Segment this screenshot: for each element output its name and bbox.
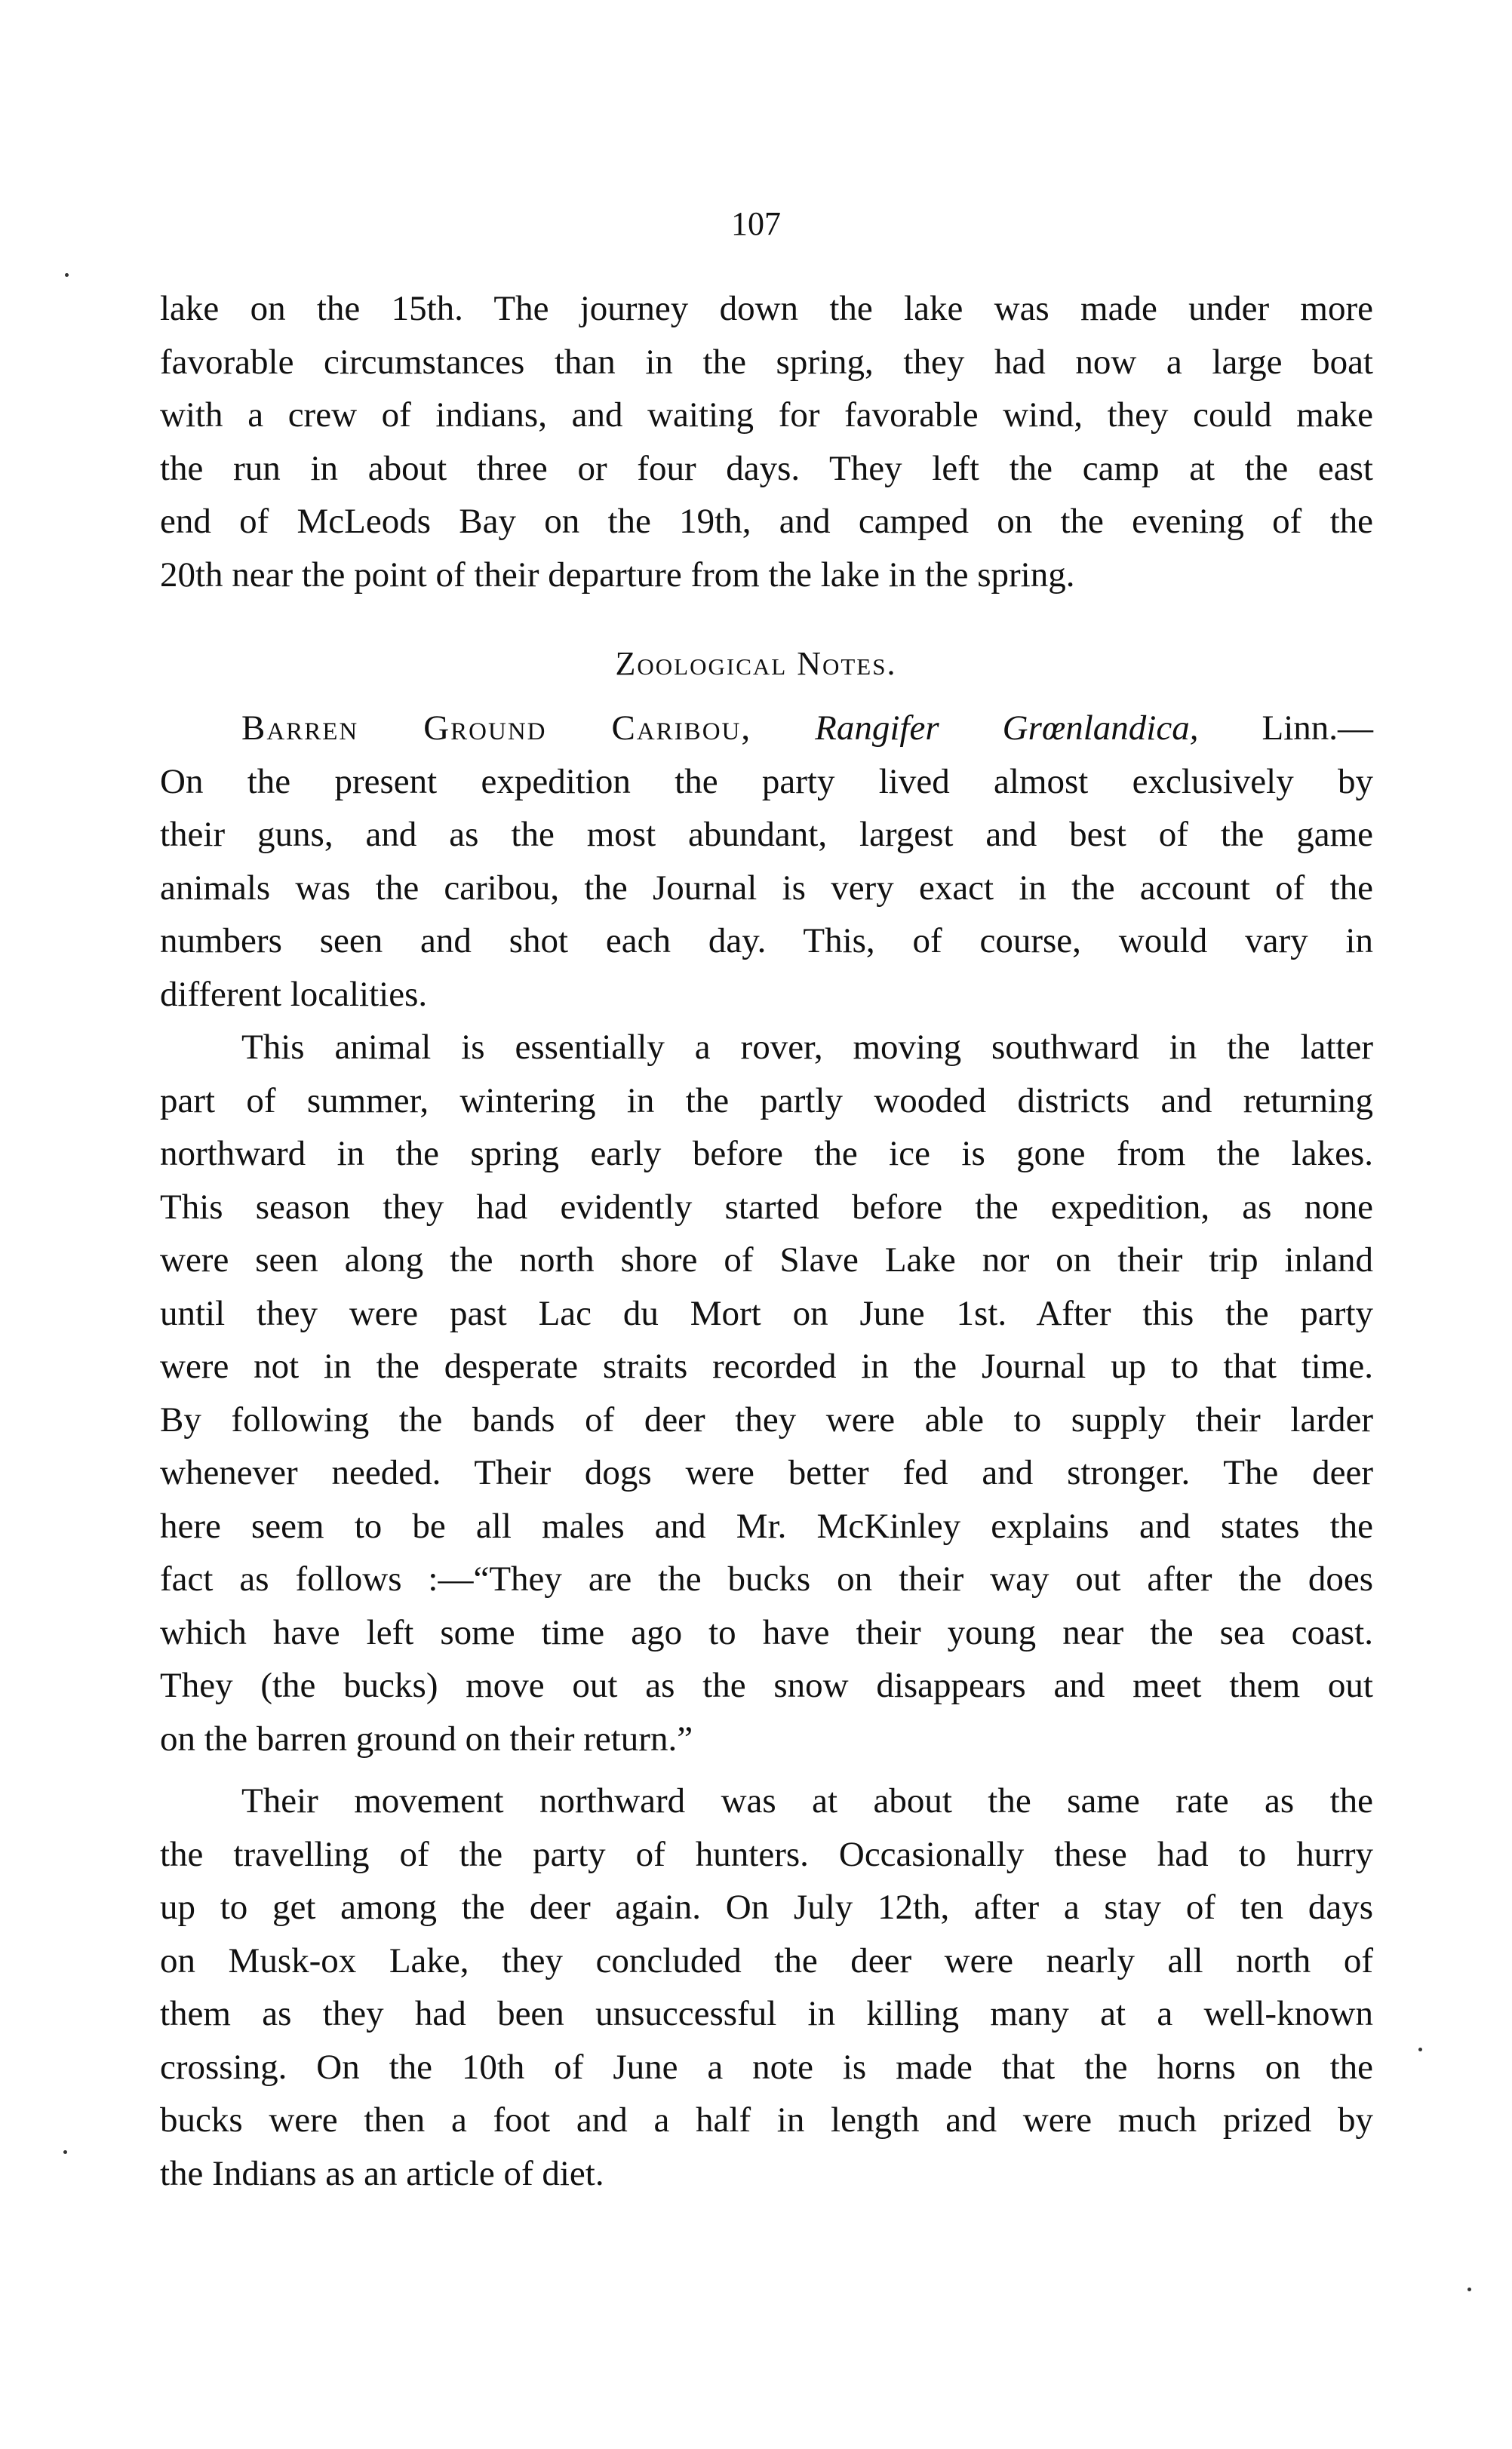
text-line: By following the bands of deer they were able to supply their larder [160,1400,1373,1440]
section-heading: Zoological Notes. [615,645,897,682]
text-line: whenever needed. Their dogs were better fed and stronger. The deer [160,1453,1373,1492]
text-line: on Musk-ox Lake, they concluded the deer were nearly all north of [160,1940,1373,1980]
text-line: their guns, and as the most abundant, largest and best of the game [160,815,1373,854]
species-authority: Linn.— [1262,708,1374,748]
scan-speck [1467,2288,1471,2291]
paragraph-caribou [160,702,1373,1021]
text-line: numbers seen and shot each day. This, of course, would vary in [160,921,1373,960]
scan-speck [1418,2048,1422,2051]
text-line: were not in the desperate straits recorded in the Journal up to that time. [160,1347,1373,1386]
scan-speck [65,273,69,277]
text-line: the run in about three or four days. They left the camp at the east [160,448,1373,488]
text-line: up to get among the deer again. On July 12th, after a stay of ten days [160,1888,1373,1927]
paragraph-rover [160,1021,1373,1765]
page-number: 107 [731,205,781,242]
text-line: on the barren ground on their return.” [160,1719,693,1759]
text-line: northward in the spring early before the ice is gone from the lakes. [160,1134,1373,1173]
text-line: part of summer, wintering in the partly wooded districts and returning [160,1080,1373,1120]
text-line: were seen along the north shore of Slave Lake nor on their trip inland [160,1240,1373,1280]
text-line: fact as follows :—“They are the bucks on their way out after the does [160,1559,1373,1599]
text-line: here seem to be all males and Mr. McKinley explains and states the [160,1506,1373,1546]
text-line: crossing. On the 10th of June a note is made that the horns on the [160,2047,1373,2087]
text-line: favorable circumstances than in the spring, they had now a large boat [160,342,1373,382]
text-line: end of McLeods Bay on the 19th, and camped on the evening of the [160,502,1373,541]
text-line: them as they had been unsuccessful in killing many at a well-known [160,1994,1373,2033]
text-line: different localities. [160,974,428,1014]
paragraph-movement [160,1775,1373,2200]
scan-speck [63,2150,67,2154]
text-line: animals was the caribou, the Journal is very exact in the account of the [160,868,1373,908]
species-latin-name: Rangifer Grœnlandica, [815,708,1199,748]
text-line: which have left some time ago to have their young near the sea coast. [160,1612,1373,1652]
text-line: the travelling of the party of hunters. Occasionally these had to hurry [160,1834,1373,1874]
text-line: Their movement northward was at about the same rate as the [241,1781,1373,1821]
text-line: bucks were then a foot and a half in length and were much prized by [160,2100,1373,2140]
text-line: 20th near the point of their departure from the lake in the spring. [160,555,1075,595]
text-line: This animal is essentially a rover, moving southward in the latter [241,1028,1373,1067]
paragraph-journey [160,282,1373,601]
text-line: On the present expedition the party lived almost exclusively by [160,761,1373,801]
species-heading-line [160,702,1373,755]
text-line: lake on the 15th. The journey down the lake was made under more [160,289,1373,328]
text-line: until they were past Lac du Mort on June 1st. After this the party [160,1293,1373,1333]
text-line: They (the bucks) move out as the snow disappears and meet them out [160,1666,1373,1705]
text-line: with a crew of indians, and waiting for favorable wind, they could make [160,395,1373,435]
text-line: the Indians as an article of diet. [160,2153,604,2193]
species-common-name: Barren Ground Caribou, [241,708,752,748]
text-line: This season they had evidently started before the expedition, as none [160,1187,1373,1227]
